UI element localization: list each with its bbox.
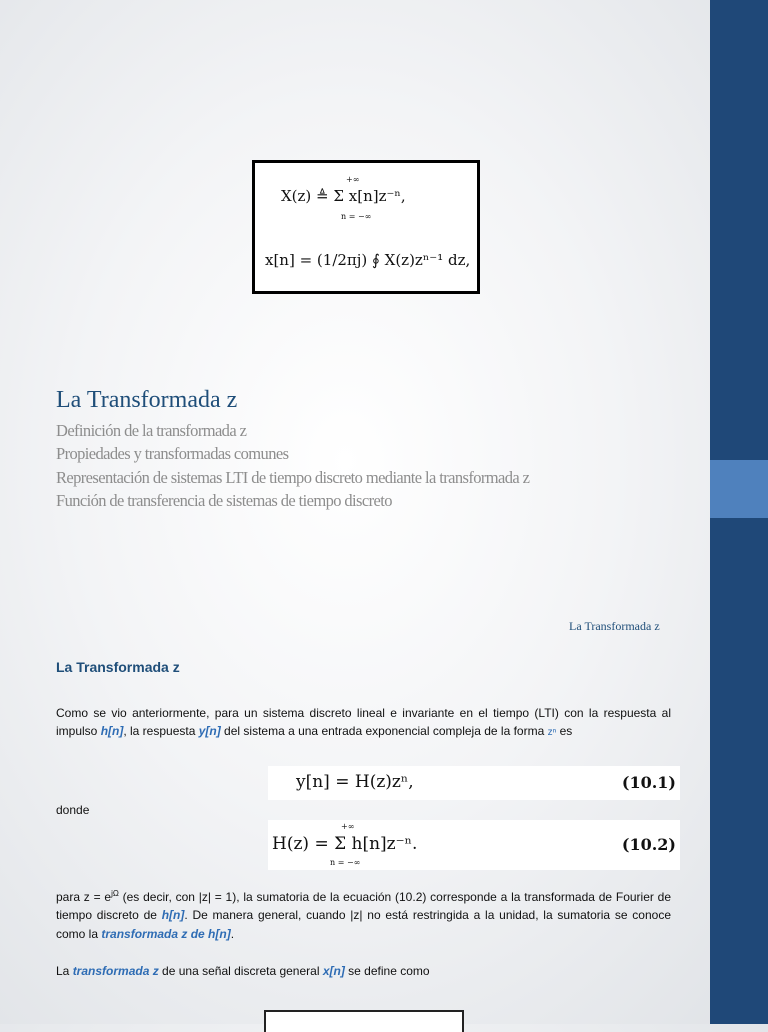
text-run: Como se vio anteriormente, para un sistema discreto lineal e invariante en el tiempo (LTI) con la respuesta al impulso (56, 706, 671, 739)
text-run: de una señal discreta general (158, 964, 323, 978)
math-x: x[n] (322, 964, 345, 978)
paragraph-intro (56, 704, 671, 743)
slide-title: La Transformada z (56, 387, 238, 413)
math-exponent: jΩ (111, 889, 119, 898)
paragraph-general (56, 964, 430, 978)
text-run: . (230, 926, 235, 941)
text-run: del sistema a una entrada exponencial compleja de la forma (220, 724, 548, 739)
equation-box-partial (264, 1010, 464, 1032)
math-h: h[n] (100, 724, 124, 739)
subtitle-item: Definición de la transformada z (56, 421, 247, 440)
sum-bottom: n = −∞ (330, 858, 361, 867)
sidebar-accent (710, 460, 768, 518)
equation-number: (10.1) (621, 773, 676, 792)
term-transformada-z: transformada z de h[n] (101, 926, 231, 941)
subtitle-list (56, 419, 529, 512)
section-heading: La Transformada z (56, 659, 180, 675)
subtitle-item: Representación de sistemas LTI de tiempo discreto mediante la transformada z (56, 467, 530, 487)
formula-image (252, 160, 480, 294)
text-run: es (556, 724, 573, 739)
formula-sum-top: +∞ (346, 175, 360, 184)
slide-header-title: La Transformada z (569, 619, 660, 633)
paragraph-definition (56, 885, 671, 943)
sum-top: +∞ (341, 822, 355, 831)
text-run: (es decir, con |z| = 1), la sumatoria de la ecuación (10.2) corresponde a la transformada de Fourier de tiempo discreto de (56, 890, 672, 923)
formula-line-2: x[n] = (1/2πj) ∮ X(z)zⁿ⁻¹ dz, (265, 251, 471, 269)
text-run: . De manera general, cuando |z| no está restringida a la unidad, la sumatoria se conoce como la (56, 908, 671, 941)
math-y: y[n] (198, 724, 221, 739)
subtitle-item: Función de transferencia de sistemas de tiempo discreto (56, 490, 392, 510)
text-run: , la respuesta (123, 724, 199, 739)
text-run: se define como (344, 964, 430, 978)
subtitle-item: Propiedades y transformadas comunes (56, 444, 289, 464)
math-zn: zⁿ (547, 727, 557, 739)
paragraph-donde: donde (56, 803, 90, 817)
equation-10-1 (268, 766, 680, 800)
equation-10-2 (268, 820, 680, 870)
equation-text: y[n] = H(z)zⁿ, (296, 772, 414, 792)
term-transformada-z: transformada z (72, 964, 159, 978)
formula-sum-bottom: n = −∞ (341, 212, 372, 221)
text-run: para z = e (56, 890, 112, 904)
formula-line-1: X(z) ≜ Σ x[n]z⁻ⁿ, (281, 187, 406, 205)
math-h: h[n] (161, 908, 185, 923)
text-run: La (56, 964, 73, 978)
equation-number: (10.2) (621, 835, 676, 854)
equation-text: H(z) = Σ h[n]z⁻ⁿ. (272, 834, 418, 854)
